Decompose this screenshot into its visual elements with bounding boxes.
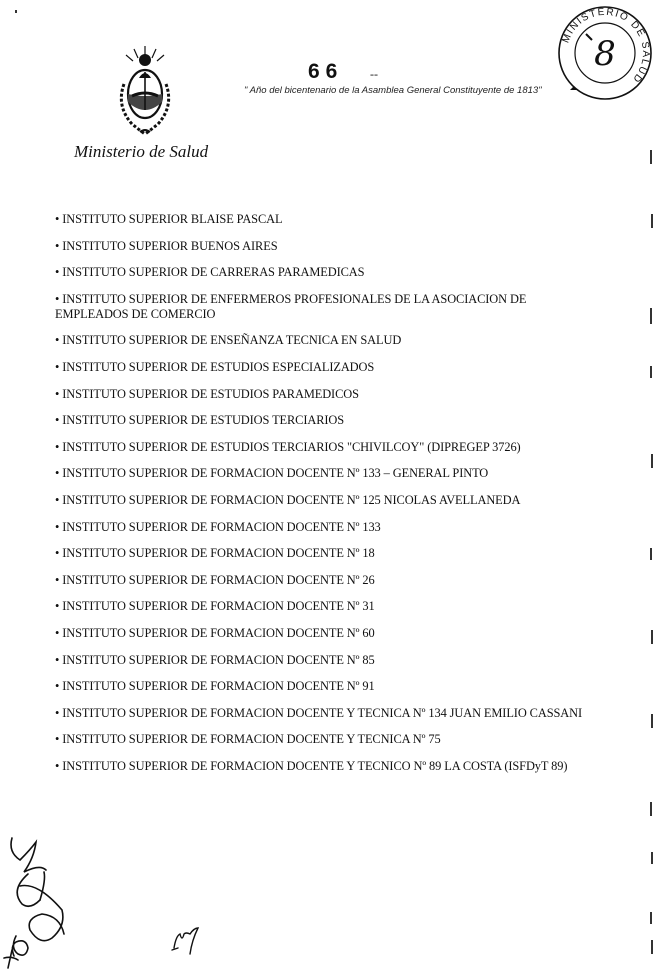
list-item: • INSTITUTO SUPERIOR DE FORMACION DOCENTE Nº 18 — [55, 546, 375, 561]
list-item: • INSTITUTO SUPERIOR DE FORMACION DOCENTE Nº 91 — [55, 679, 375, 694]
list-item: • INSTITUTO SUPERIOR DE FORMACION DOCENTE Y TECNICA Nº 75 — [55, 732, 441, 747]
handwritten-signature — [0, 830, 90, 979]
folio-number: 66 — [308, 60, 344, 83]
margin-mark — [650, 366, 652, 378]
list-item: • INSTITUTO SUPERIOR DE FORMACION DOCENTE Nº 31 — [55, 599, 375, 614]
list-item: • INSTITUTO SUPERIOR DE ENSEÑANZA TECNICA EN SALUD — [55, 333, 402, 348]
list-item: • INSTITUTO SUPERIOR DE FORMACION DOCENTE Nº 60 — [55, 625, 375, 640]
margin-mark — [650, 150, 652, 164]
margin-mark — [651, 714, 653, 728]
margin-mark — [651, 852, 653, 864]
list-item: • INSTITUTO SUPERIOR DE FORMACION DOCENTE Y TECNICA Nº 134 JUAN EMILIO CASSANI — [55, 705, 582, 720]
stamp-handwritten-number: 8 — [594, 34, 616, 74]
margin-mark — [651, 940, 653, 954]
official-stamp — [556, 4, 654, 102]
margin-mark — [650, 802, 652, 816]
institutions-list — [55, 212, 585, 785]
list-item: • INSTITUTO SUPERIOR DE FORMACION DOCENTE Nº 125 NICOLAS AVELLANEDA — [55, 492, 521, 507]
folio-dash: -- — [370, 67, 378, 81]
list-item: • INSTITUTO SUPERIOR DE ESTUDIOS PARAMEDICOS — [55, 386, 359, 401]
list-item: • INSTITUTO SUPERIOR DE ESTUDIOS TERCIARIOS — [55, 413, 345, 428]
list-item: • INSTITUTO SUPERIOR BUENOS AIRES — [55, 238, 278, 253]
stamp-text: MINISTERIO DE SALUD — [560, 6, 652, 86]
margin-mark — [651, 214, 653, 228]
list-item: • INSTITUTO SUPERIOR DE FORMACION DOCENTE Y TECNICO Nº 89 LA COSTA (ISFDyT 89) — [55, 758, 568, 773]
margin-mark — [651, 630, 653, 644]
list-item: • INSTITUTO SUPERIOR BLAISE PASCAL — [55, 212, 283, 226]
list-item: • INSTITUTO SUPERIOR DE ESTUDIOS TERCIARIOS "CHIVILCOY" (DIPREGEP 3726) — [55, 439, 521, 454]
list-item: • INSTITUTO SUPERIOR DE FORMACION DOCENTE Nº 133 – GENERAL PINTO — [55, 466, 489, 481]
margin-mark — [650, 548, 652, 560]
list-item: • INSTITUTO SUPERIOR DE ESTUDIOS ESPECIALIZADOS — [55, 359, 375, 374]
margin-mark — [650, 912, 652, 924]
coat-of-arms-icon — [112, 44, 178, 140]
year-motto: " Año del bicentenario de la Asamblea General Constituyente de 1813" — [244, 85, 542, 96]
ministry-title: Ministerio de Salud — [74, 142, 209, 161]
list-item: • INSTITUTO SUPERIOR DE FORMACION DOCENTE Nº 133 — [55, 519, 381, 534]
margin-mark — [650, 308, 652, 324]
margin-mark — [15, 10, 17, 13]
list-item: • INSTITUTO SUPERIOR DE FORMACION DOCENTE Nº 26 — [55, 572, 375, 587]
margin-mark — [651, 454, 653, 468]
list-item: • INSTITUTO SUPERIOR DE FORMACION DOCENTE Nº 85 — [55, 652, 375, 667]
handwritten-initial — [168, 920, 208, 960]
list-item: • INSTITUTO SUPERIOR DE CARRERAS PARAMEDICAS — [55, 265, 365, 280]
list-item: • INSTITUTO SUPERIOR DE ENFERMEROS PROFESIONALES DE LA ASOCIACION DE EMPLEADOS DE COMERCIO — [55, 291, 527, 321]
